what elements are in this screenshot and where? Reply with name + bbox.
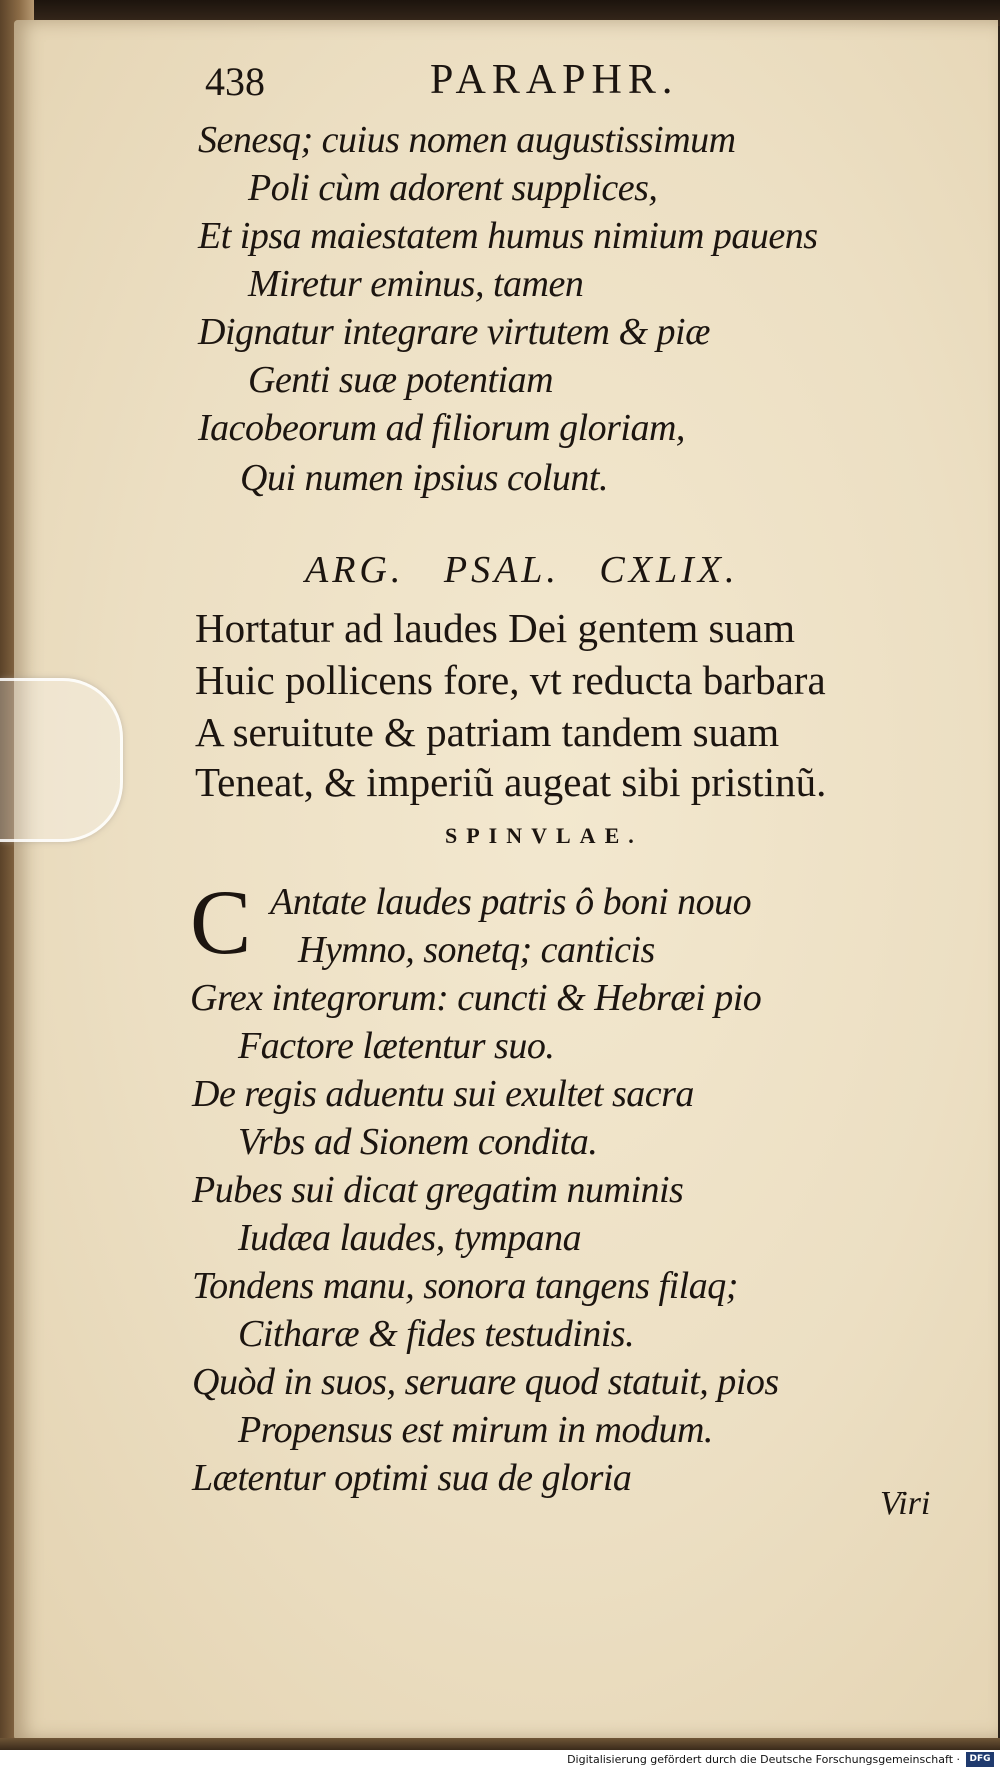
dfg-logo-icon: DFG: [966, 1752, 994, 1767]
page-clip: [0, 678, 123, 842]
verse-line: Citharæ & fides testudinis.: [238, 1313, 635, 1355]
verse-line: Propensus est mirum in modum.: [238, 1409, 713, 1451]
argument-line: A seruitute & patriam tandem suam: [195, 709, 780, 755]
page-number: 438: [205, 59, 265, 104]
verse-line: Genti suæ potentiam: [248, 359, 554, 401]
catchword: Viri: [880, 1485, 931, 1522]
verse-line: Qui numen ipsius colunt.: [240, 457, 608, 499]
verse-line: Vrbs ad Sionem condita.: [238, 1121, 598, 1163]
verse-line: Hymno, sonetq; canticis: [298, 929, 655, 971]
psalm-heading: ARG. PSAL. CXLIX.: [305, 549, 739, 591]
book-bottom-edge: [0, 1738, 1000, 1750]
verse-line: Lætentur optimi sua de gloria: [192, 1457, 632, 1499]
footer-credit: Digitalisierung gefördert durch die Deutsche Forschungsgemeinschaft ·: [567, 1753, 960, 1766]
verse-line: Pubes sui dicat gregatim numinis: [192, 1169, 684, 1211]
verse-line: Tondens manu, sonora tangens filaq;: [192, 1265, 738, 1307]
running-head: PARAPHR.: [430, 57, 679, 103]
argument-line: Teneat, & imperiũ augeat sibi pristinũ.: [195, 759, 827, 805]
verse-line: Iacobeorum ad filiorum gloriam,: [198, 407, 685, 449]
argument-line: Hortatur ad laudes Dei gentem suam: [195, 605, 796, 651]
verse-line: Dignatur integrare virtutem & piæ: [198, 311, 710, 353]
verse-line: Factore lætentur suo.: [238, 1025, 555, 1067]
verse-line: Iudæa laudes, tympana: [238, 1217, 582, 1259]
bleed-through: [850, 60, 990, 1460]
argument-line: Huic pollicens fore, vt reducta barbara: [195, 657, 826, 703]
drop-cap: C: [190, 871, 252, 973]
verse-line: Poli cùm adorent supplices,: [248, 167, 658, 209]
section-subheading: SPINVLAE.: [445, 823, 643, 848]
verse-line: Senesq; cuius nomen augustissimum: [198, 119, 736, 161]
verse-line: De regis aduentu sui exultet sacra: [192, 1073, 694, 1115]
verse-line: Et ipsa maiestatem humus nimium pauens: [198, 215, 818, 257]
verse-line: Miretur eminus, tamen: [248, 263, 584, 305]
verse-line: Grex integrorum: cuncti & Hebræi pio: [190, 977, 762, 1019]
verse-line: Antate laudes patris ô boni nouo: [270, 881, 752, 923]
verse-line: Quòd in suos, seruare quod statuit, pios: [192, 1361, 779, 1403]
